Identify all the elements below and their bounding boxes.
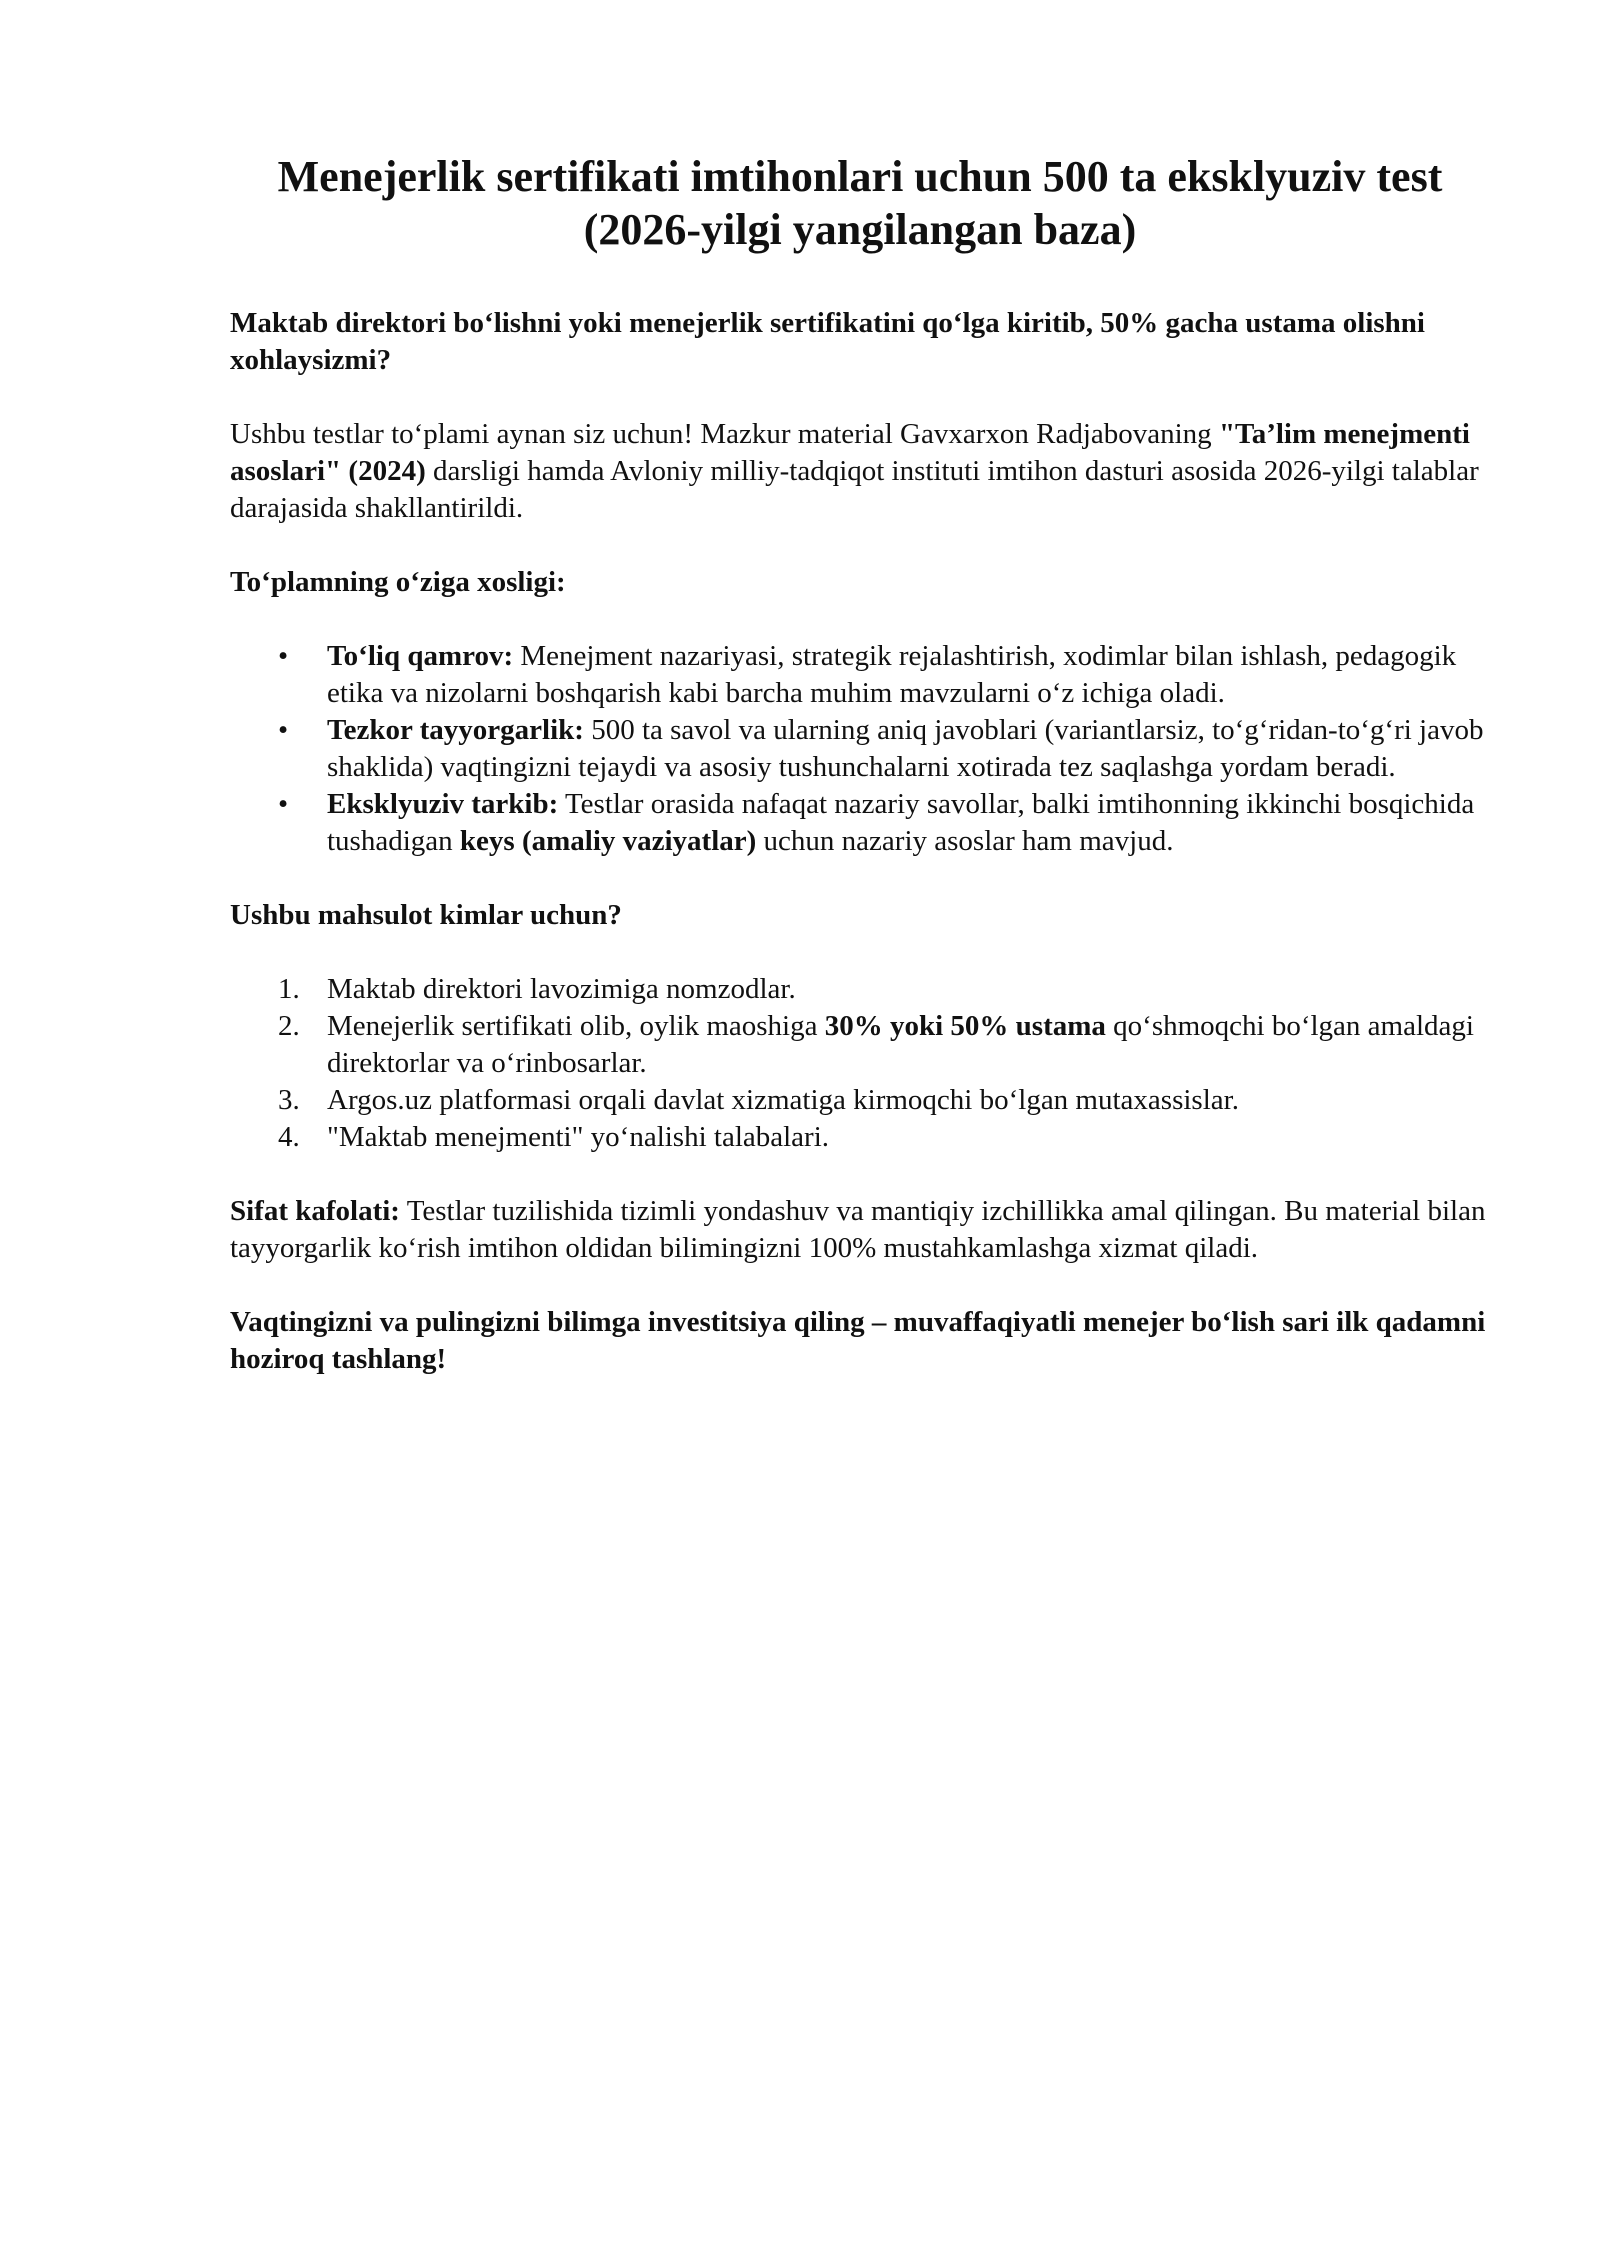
- feature-emphasis: keys (amaliy vaziyatlar): [459, 825, 757, 857]
- document-page: [230, 150, 1490, 1415]
- item-number: 4.: [278, 1121, 300, 1153]
- list-item: [230, 971, 1490, 1008]
- audience-heading: Ushbu mahsulot kimlar uchun?: [230, 899, 622, 931]
- feature-label: Eksklyuziv tarkib:: [327, 788, 559, 820]
- feature-text-end: uchun nazariy asoslar ham mavjud.: [756, 825, 1174, 857]
- list-item: [230, 1082, 1490, 1119]
- feature-label: Tezkor tayyorgarlik:: [327, 714, 584, 746]
- item-number: 1.: [278, 973, 300, 1005]
- list-item: [230, 1008, 1490, 1082]
- intro-text-2: darsligi hamda Avloniy milliy-tadqiqot instituti imtihon dasturi asosida 2026-yilgi talablar darajasida shakllantirildi.: [230, 455, 1479, 524]
- feature-label: To‘liq qamrov:: [327, 640, 514, 672]
- quality-label: Sifat kafolati:: [230, 1195, 400, 1227]
- bullet-icon: •: [278, 714, 289, 746]
- features-heading: To‘plamning o‘ziga xosligi:: [230, 566, 566, 598]
- bullet-icon: •: [278, 788, 289, 820]
- features-list: [230, 638, 1490, 860]
- item-text: "Maktab menejmenti" yo‘nalishi talabalari.: [327, 1121, 830, 1153]
- list-item: [230, 786, 1490, 860]
- item-number: 2.: [278, 1010, 300, 1042]
- book-title: "Ta’lim menejmenti asoslari" (2024): [230, 418, 1470, 487]
- closing-statement: Vaqtingizni va pulingizni bilimga investitsiya qiling – muvaffaqiyatli menejer bo‘lish sari ilk qadamni hoziroq tashlang!: [230, 1306, 1486, 1375]
- item-number: 3.: [278, 1084, 300, 1116]
- intro-text-1: Ushbu testlar to‘plami aynan siz uchun! Mazkur material Gavxarxon Radjabovaning: [230, 418, 1219, 450]
- audience-list: [230, 971, 1490, 1156]
- item-text: Menejerlik sertifikati olib, oylik maoshiga: [327, 1010, 825, 1042]
- feature-text: Menejment nazariyasi, strategik rejalashtirish, xodimlar bilan ishlash, pedagogik etika va nizolarni boshqarish kabi barcha muhim mavzularni o‘z ichiga oladi.: [327, 640, 1457, 709]
- item-text-end: qo‘shmoqchi bo‘lgan amaldagi direktorlar va o‘rinbosarlar.: [327, 1010, 1474, 1079]
- item-text: Argos.uz platformasi orqali davlat xizmatiga kirmoqchi bo‘lgan mutaxassislar.: [327, 1084, 1239, 1116]
- feature-text: 500 ta savol va ularning aniq javoblari (variantlarsiz, to‘g‘ridan-to‘g‘ri javob shaklida) vaqtingizni tejaydi va asosiy tushunchalarni xotirada tez saqlashga yordam beradi.: [327, 714, 1484, 783]
- list-item: [230, 638, 1490, 712]
- list-item: [230, 712, 1490, 786]
- intro-question: Maktab direktori bo‘lishni yoki menejerlik sertifikatini qo‘lga kiritib, 50% gacha ustama olishni xohlaysizmi?: [230, 307, 1425, 376]
- quality-paragraph: [230, 1193, 1490, 1267]
- feature-text: Testlar orasida nafaqat nazariy savollar, balki imtihonning ikkinchi bosqichida tushadigan: [327, 788, 1475, 857]
- item-emphasis: 30% yoki 50% ustama: [824, 1010, 1106, 1042]
- item-text: Maktab direktori lavozimiga nomzodlar.: [327, 973, 796, 1005]
- intro-paragraph: [230, 416, 1490, 527]
- bullet-icon: •: [278, 640, 289, 672]
- document-title: Menejerlik sertifikati imtihonlari uchun 500 ta eksklyuziv test (2026-yilgi yangilangan baza): [277, 152, 1443, 254]
- quality-text: Testlar tuzilishida tizimli yondashuv va mantiqiy izchillikka amal qilingan. Bu material bilan tayyorgarlik ko‘rish imtihon oldidan bilimingizni 100% mustahkamlashga xizmat qiladi.: [230, 1195, 1486, 1264]
- list-item: [230, 1119, 1490, 1156]
